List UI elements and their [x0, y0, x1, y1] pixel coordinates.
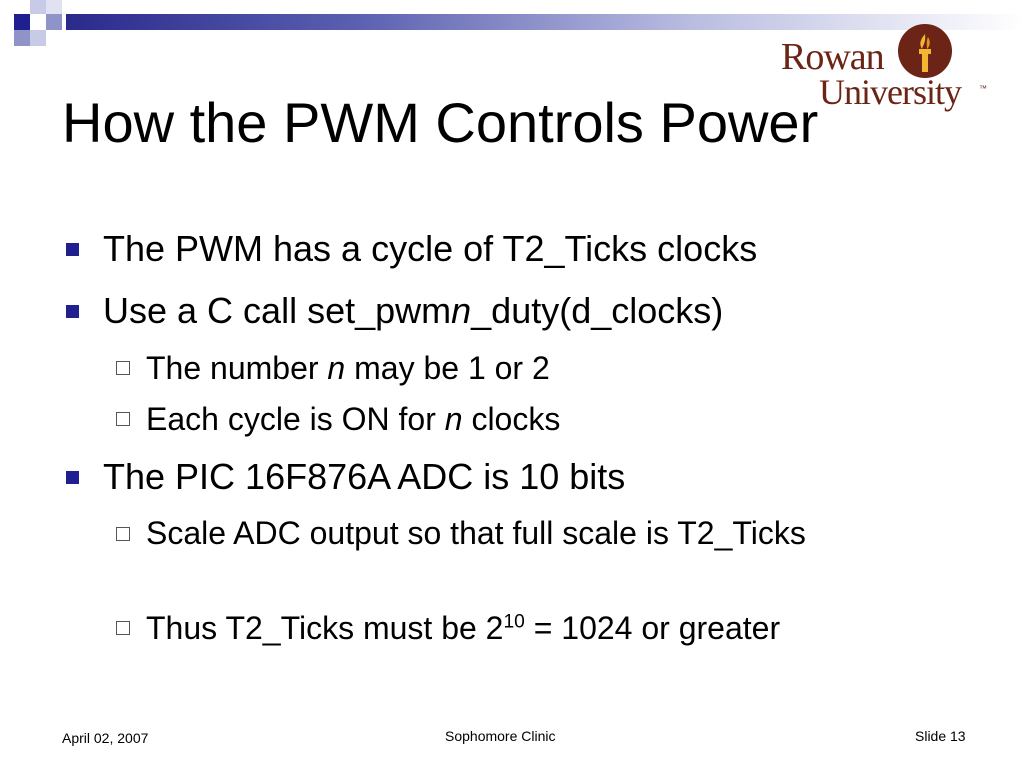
sub-bullet-item: [146, 347, 550, 389]
sub-bullet-text-part: clocks: [462, 401, 561, 437]
hollow-square-bullet-icon: [116, 361, 130, 375]
decor-square: [46, 0, 62, 14]
decor-square: [30, 0, 46, 14]
hollow-square-bullet-icon: [116, 412, 130, 426]
hollow-square-bullet-icon: [116, 527, 130, 541]
sub-bullet-text-part: = 1024 or greater: [524, 610, 781, 646]
bullet-item: [103, 228, 757, 270]
square-bullet-icon: [66, 305, 79, 318]
sub-bullet-text-italic: n: [444, 401, 463, 437]
bullet-text-italic: n: [451, 290, 472, 331]
sub-bullet-item: [146, 513, 846, 553]
footer-date: April 02, 2007: [62, 730, 149, 746]
slide-title: How the PWM Controls Power: [62, 91, 819, 154]
hollow-square-bullet-icon: [116, 621, 130, 635]
slide-number: Slide 13: [915, 728, 966, 744]
decor-square: [46, 14, 62, 30]
sub-bullet-text: Scale ADC output so that full scale is T2_Ticks: [146, 515, 806, 551]
decor-square: [30, 30, 46, 46]
decor-square: [14, 30, 30, 46]
sub-bullet-item: [146, 607, 780, 649]
bullet-item: [103, 456, 625, 498]
square-bullet-icon: [66, 243, 79, 256]
bullet-text: The PIC 16F876A ADC is 10 bits: [103, 456, 626, 497]
sub-bullet-text-part: Thus T2_Ticks must be 2: [146, 610, 504, 646]
bullet-text-part: _duty(d_clocks): [471, 290, 724, 331]
sub-bullet-text-part: Each cycle is ON for: [146, 401, 445, 437]
logo-text-rowan: Rowan: [781, 36, 884, 78]
sub-bullet-item: [146, 398, 560, 440]
superscript-exponent: 10: [503, 611, 525, 633]
sub-bullet-text-part: The number: [146, 350, 328, 386]
logo-text-university: University: [819, 72, 961, 112]
decor-square: [14, 14, 30, 30]
square-bullet-icon: [66, 471, 79, 484]
bullet-text-part: Use a C call set_pwm: [103, 290, 452, 331]
sub-bullet-text-part: may be 1 or 2: [345, 350, 550, 386]
sub-bullet-text-italic: n: [327, 350, 346, 386]
logo-trademark: ™: [979, 84, 987, 93]
bullet-text: The PWM has a cycle of T2_Ticks clocks: [103, 228, 758, 269]
footer-center-text: Sophomore Clinic: [445, 728, 556, 744]
bullet-item: [103, 290, 723, 332]
